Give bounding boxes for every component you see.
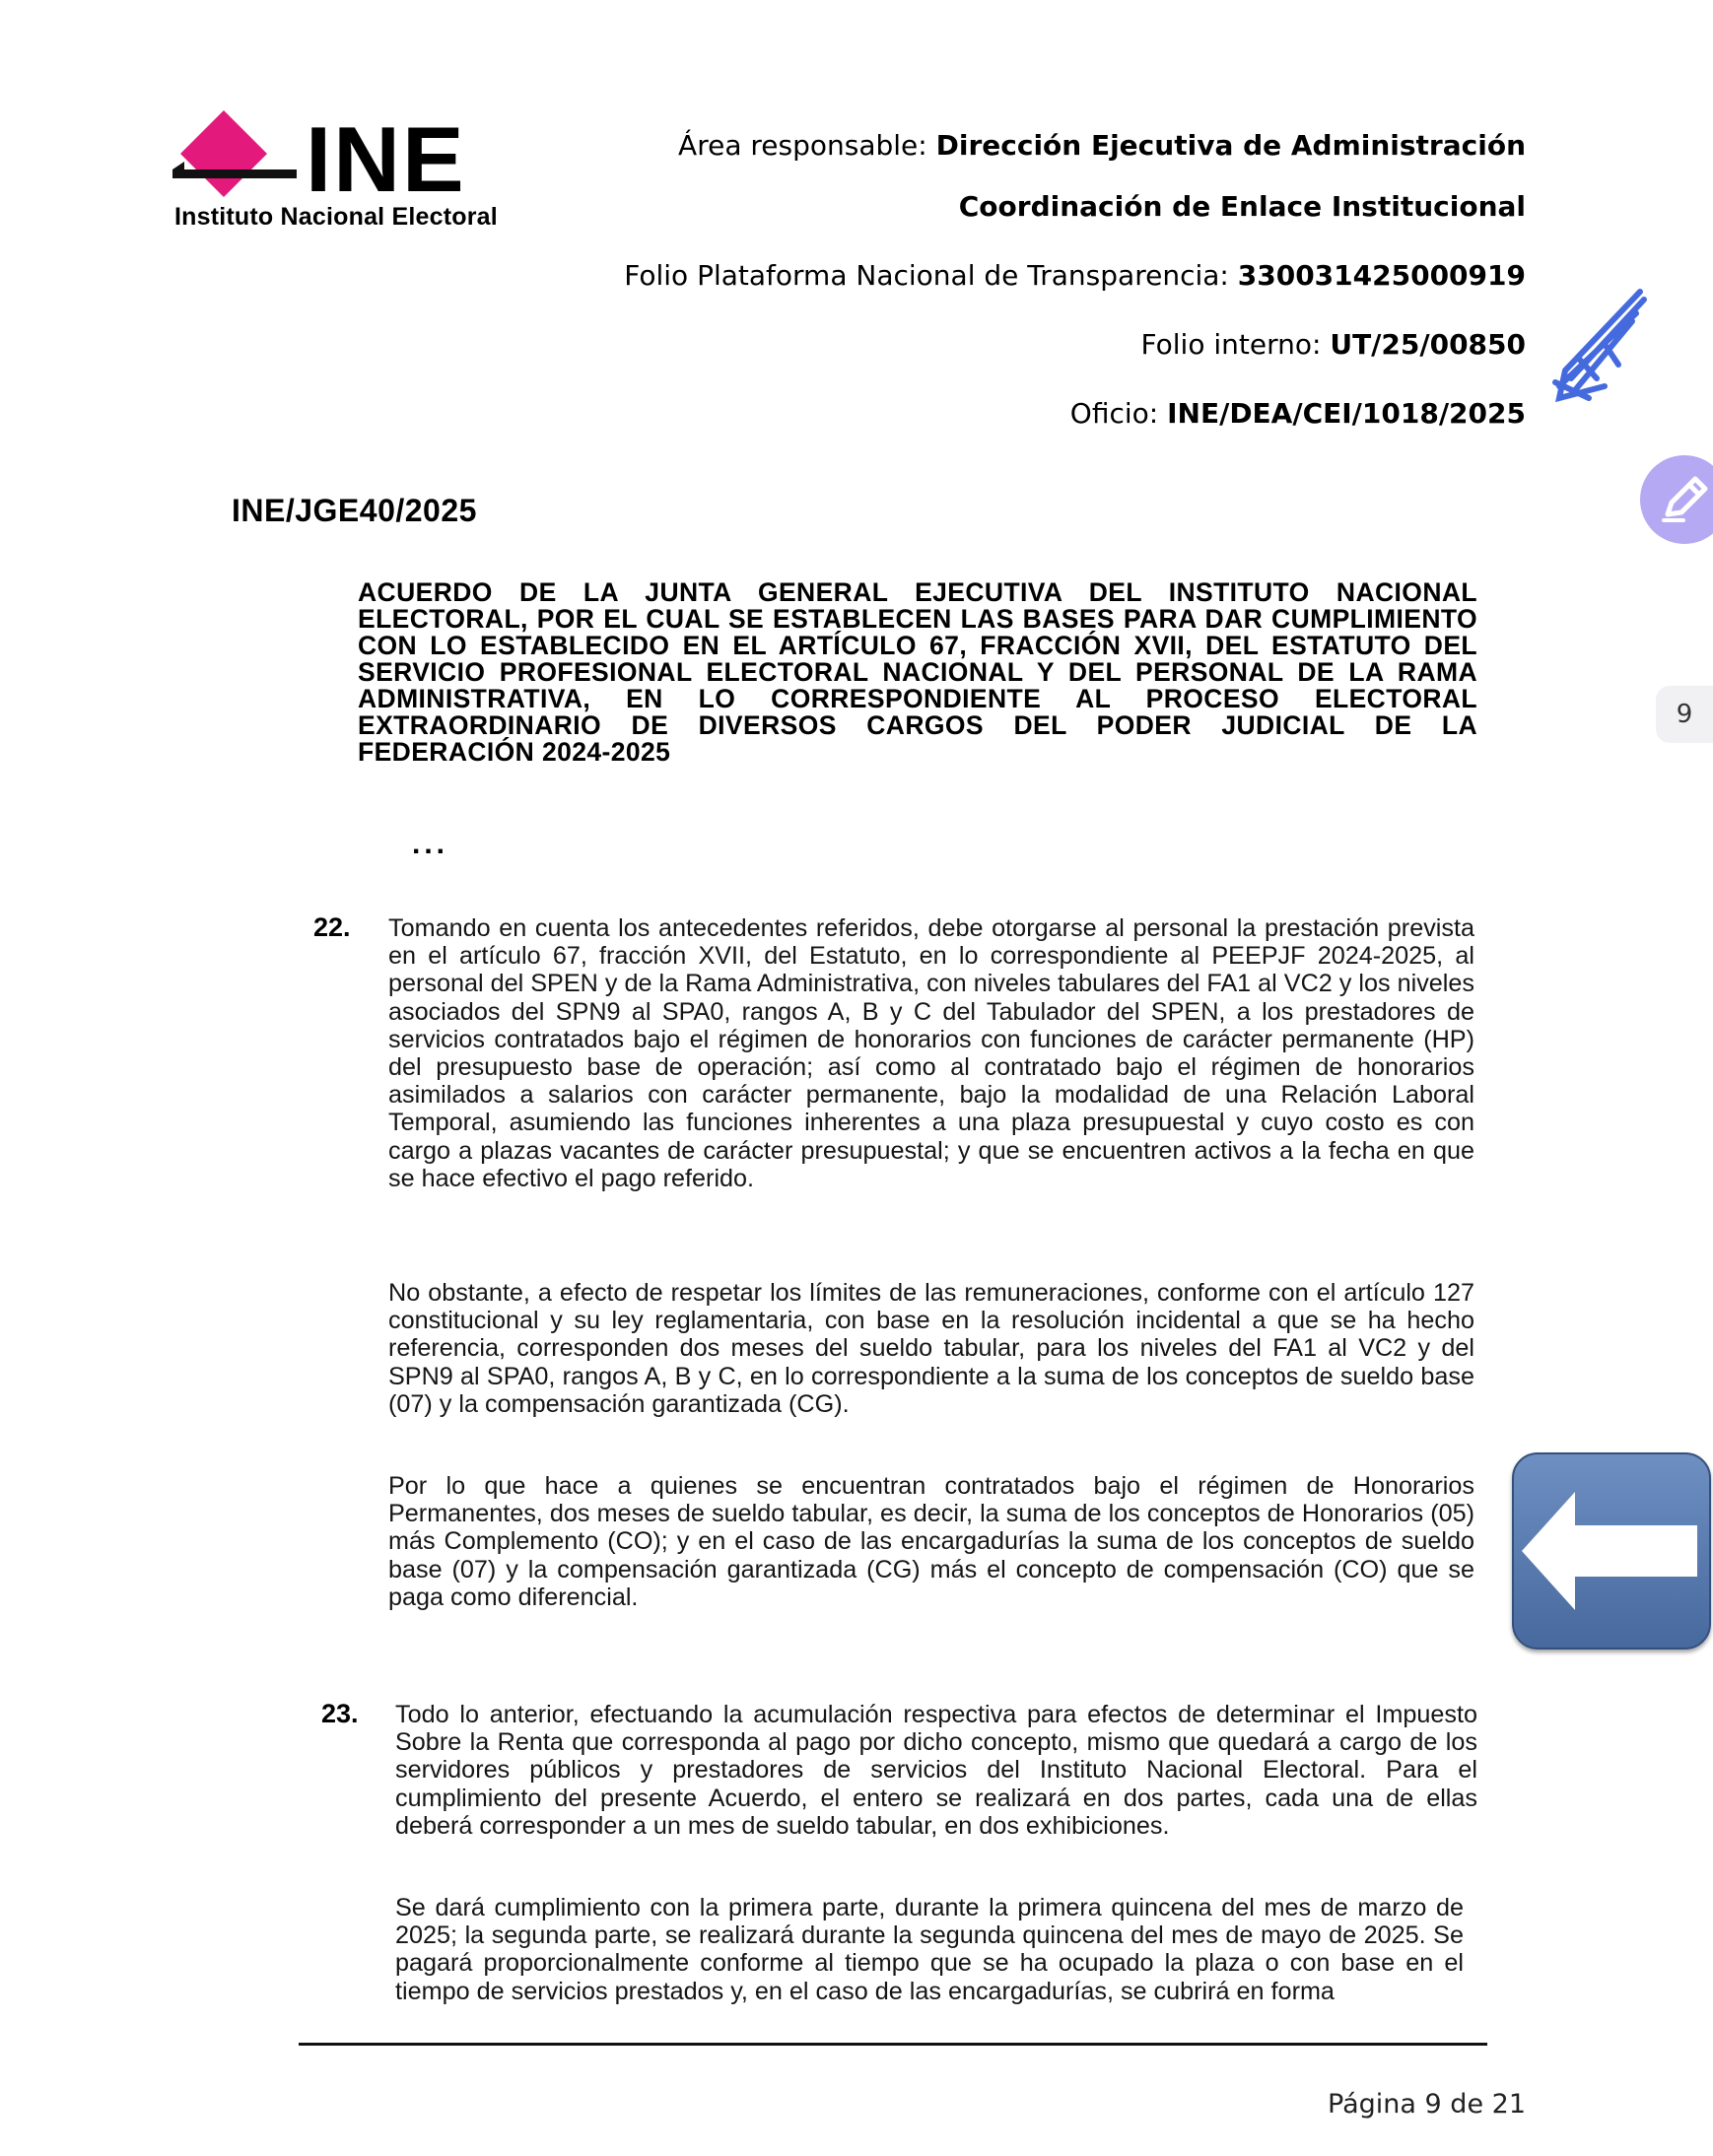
section-22-paragraph-1: Tomando en cuenta los antecedentes referidos, debe otorgarse al personal la prestación prevista en el artículo 67, fracción XVII, del Estatuto, en lo correspondiente al PEEPJF 2024-2025, al personal del SPEN y de la Rama Administrativa, con niveles tabulares del FA1 al VC2 y los niveles asociados del SPN9 al SPA0, rangos A, B y C del Tabulador del SPEN, a los prestadores de servicios contratados bajo el régimen de honorarios con funciones de carácter permanente (HP) del presupuesto base de operación; así como al contratado bajo el régimen de honorarios asimilados a salarios con carácter permanente, bajo la modalidad de una Relación Laboral Temporal, asumiendo las funciones inherentes a una plaza presupuestal y cuyo costo es con cargo a plazas vacantes de carácter presupuestal; y que se encuentren activos a la fecha en que se hace efectivo el pago referido. xyxy=(388,914,1474,1192)
ine-logo xyxy=(172,107,557,238)
bottom-rule xyxy=(299,2043,1487,2046)
section-number-23: 23. xyxy=(321,1699,359,1728)
ballot-box-logo-icon xyxy=(172,110,301,199)
area-responsable: Área responsable: Dirección Ejecutiva de Administración xyxy=(678,129,1526,162)
logo-subtitle: Instituto Nacional Electoral xyxy=(174,203,498,231)
section-23-paragraph-2: Se dará cumplimiento con la primera parte, durante la primera quincena del mes de marzo de 2025; la segunda parte, se realizará durante la segunda quincena del mes de mayo de 2025. Se pagará proporcionalmente conforme al tiempo que se ha ocupado la plaza o con base en el tiempo de servicios prestados y, en el caso de las encargadurías, se cubrirá en forma xyxy=(395,1894,1464,2005)
pen-scribble-icon xyxy=(1545,288,1654,410)
ellipsis: ... xyxy=(412,828,449,860)
section-number-22: 22. xyxy=(313,912,351,942)
arrow-left-icon xyxy=(1514,1454,1709,1648)
section-23-paragraph-1: Todo lo anterior, efectuando la acumulación respectiva para efectos de determinar el Impuesto Sobre la Renta que corresponda al pago por dicho concepto, mismo que quedará a cargo de los servidores públicos y prestadores de servicios del Instituto Nacional Electoral. Para el cumplimiento del presente Acuerdo, el entero se realizará en dos partes, cada una de ellas deberá corresponder a un mes de sueldo tabular, en dos exhibiciones. xyxy=(395,1701,1477,1840)
page-number: Página 9 de 21 xyxy=(1328,2089,1526,2120)
folio-interno: Folio interno: UT/25/00850 xyxy=(1140,328,1526,361)
edit-button[interactable] xyxy=(1640,455,1713,544)
back-button[interactable] xyxy=(1512,1452,1711,1650)
logo-wordmark: INE xyxy=(306,107,466,211)
document-title: ACUERDO DE LA JUNTA GENERAL EJECUTIVA DEL INSTITUTO NACIONAL ELECTORAL, POR EL CUAL SE ESTABLECEN LAS BASES PARA DAR CUMPLIMIENTO CON LO ESTABLECIDO EN EL ARTÍCULO 67, FRACCIÓN XVII, DEL ESTATUTO DEL SERVICIO PROFESIONAL ELECTORAL NACIONAL Y DEL PERSONAL DE LA RAMA ADMINISTRATIVA, EN LO CORRESPONDIENTE AL PROCESO ELECTORAL EXTRAORDINARIO DE DIVERSOS CARGOS DEL PODER JUDICIAL DE LA FEDERACIÓN 2024-2025 xyxy=(358,577,1477,767)
section-22-paragraph-3: Por lo que hace a quienes se encuentran contratados bajo el régimen de Honorarios Permanentes, dos meses de sueldo tabular, es decir, la suma de los conceptos de Honorarios (05) más Complemento (CO); y en el caso de las encargadurías la suma de los conceptos de sueldo base (07) y la compensación garantizada (CG) más el concepto de compensación (CO) que se paga como diferencial. xyxy=(388,1472,1474,1611)
pencil-icon xyxy=(1640,455,1713,544)
section-22-paragraph-2: No obstante, a efecto de respetar los límites de las remuneraciones, conforme con el artículo 127 constitucional y su ley reglamentaria, con base en la resolución incidental a que se ha hecho referencia, corresponden dos meses del sueldo tabular, para los niveles del FA1 al VC2 y del SPN9 al SPA0, rangos A, B y C, en lo correspondiente a la suma de los conceptos de sueldo base (07) y la compensación garantizada (CG). xyxy=(388,1279,1474,1418)
page-badge[interactable]: 9 xyxy=(1656,686,1713,743)
document-id: INE/JGE40/2025 xyxy=(232,493,477,528)
coordination: Coordinación de Enlace Institucional xyxy=(958,190,1526,223)
oficio: Oficio: INE/DEA/CEI/1018/2025 xyxy=(1069,397,1526,430)
folio-pnt: Folio Plataforma Nacional de Transparencia: 330031425000919 xyxy=(624,259,1526,292)
